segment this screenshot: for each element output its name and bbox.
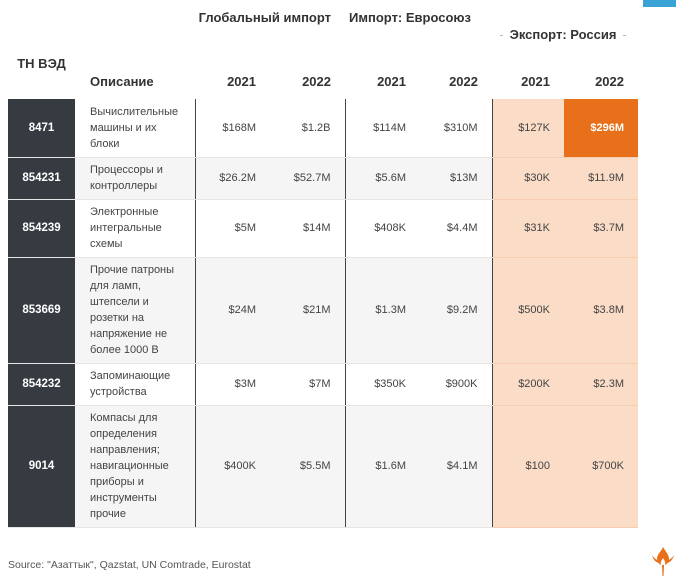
- value-cell: $9.2M: [420, 257, 492, 363]
- value-cell: $24M: [195, 257, 270, 363]
- source-note: Source: "Азаттык", Qazstat, UN Comtrade, Eurostat: [8, 559, 251, 571]
- table-row: [8, 199, 638, 257]
- value-cell: $4.1M: [420, 405, 492, 527]
- header-global-import: Глобальный импорт: [198, 10, 331, 25]
- column-header-year: 2022: [595, 74, 624, 89]
- value-cell: $1.3M: [345, 257, 420, 363]
- description-cell: Электронные интегральные схемы: [75, 199, 195, 257]
- value-cell: $200K: [492, 363, 564, 405]
- value-cell: $13M: [420, 157, 492, 199]
- value-cell: $31K: [492, 199, 564, 257]
- highlighted-value-cell: $296M: [564, 99, 638, 157]
- hs-code-cell: 9014: [8, 405, 75, 527]
- description-cell: Запоминающие устройства: [75, 363, 195, 405]
- column-header-year: 2021: [227, 74, 256, 89]
- table-row: [8, 157, 638, 199]
- value-cell: $11.9M: [564, 157, 638, 199]
- value-cell: $52.7M: [270, 157, 345, 199]
- value-cell: $7M: [270, 363, 345, 405]
- value-cell: $3.7M: [564, 199, 638, 257]
- value-cell: $1.2B: [270, 99, 345, 157]
- value-cell: $3.8M: [564, 257, 638, 363]
- value-cell: $2.3M: [564, 363, 638, 405]
- header-russia-export: - Экспорт: Россия -: [493, 26, 633, 43]
- table-row: [8, 257, 638, 363]
- value-cell: $5.5M: [270, 405, 345, 527]
- trade-table: [8, 99, 638, 528]
- value-cell: $127K: [492, 99, 564, 157]
- value-cell: $310M: [420, 99, 492, 157]
- value-cell: $14M: [270, 199, 345, 257]
- column-header-year: 2021: [377, 74, 406, 89]
- hs-code-cell: 854239: [8, 199, 75, 257]
- value-cell: $5M: [195, 199, 270, 257]
- value-cell: $168M: [195, 99, 270, 157]
- value-cell: $30K: [492, 157, 564, 199]
- hs-code-cell: 854231: [8, 157, 75, 199]
- header-eu-import: Импорт: Евросоюз: [349, 10, 471, 25]
- value-cell: $408K: [345, 199, 420, 257]
- hs-code-cell: 8471: [8, 99, 75, 157]
- column-header-year: 2021: [521, 74, 550, 89]
- column-header-description: Описание: [90, 74, 154, 89]
- description-cell: Прочие патроны для ламп, штепсели и розетки на напряжение не более 1000 В: [75, 257, 195, 363]
- column-header-year: 2022: [449, 74, 478, 89]
- value-cell: $900K: [420, 363, 492, 405]
- value-cell: $114M: [345, 99, 420, 157]
- value-cell: $3M: [195, 363, 270, 405]
- description-cell: Вычислительные машины и их блоки: [75, 99, 195, 157]
- corner-accent: [643, 0, 676, 7]
- table-row: [8, 405, 638, 527]
- value-cell: $21M: [270, 257, 345, 363]
- value-cell: $4.4M: [420, 199, 492, 257]
- value-cell: $100: [492, 405, 564, 527]
- value-cell: $350K: [345, 363, 420, 405]
- value-cell: $700K: [564, 405, 638, 527]
- value-cell: $500K: [492, 257, 564, 363]
- value-cell: $400K: [195, 405, 270, 527]
- column-header-year: 2022: [302, 74, 331, 89]
- value-cell: $1.6M: [345, 405, 420, 527]
- hs-code-cell: 854232: [8, 363, 75, 405]
- value-cell: $26.2M: [195, 157, 270, 199]
- description-cell: Процессоры и контроллеры: [75, 157, 195, 199]
- table-row: [8, 99, 638, 157]
- rferl-flame-logo-icon: [648, 545, 678, 577]
- hs-code-cell: 853669: [8, 257, 75, 363]
- table-row: [8, 363, 638, 405]
- column-header-code: ТН ВЭД: [17, 56, 66, 71]
- value-cell: $5.6M: [345, 157, 420, 199]
- description-cell: Компасы для определения направления; навигационные приборы и инструменты прочие: [75, 405, 195, 527]
